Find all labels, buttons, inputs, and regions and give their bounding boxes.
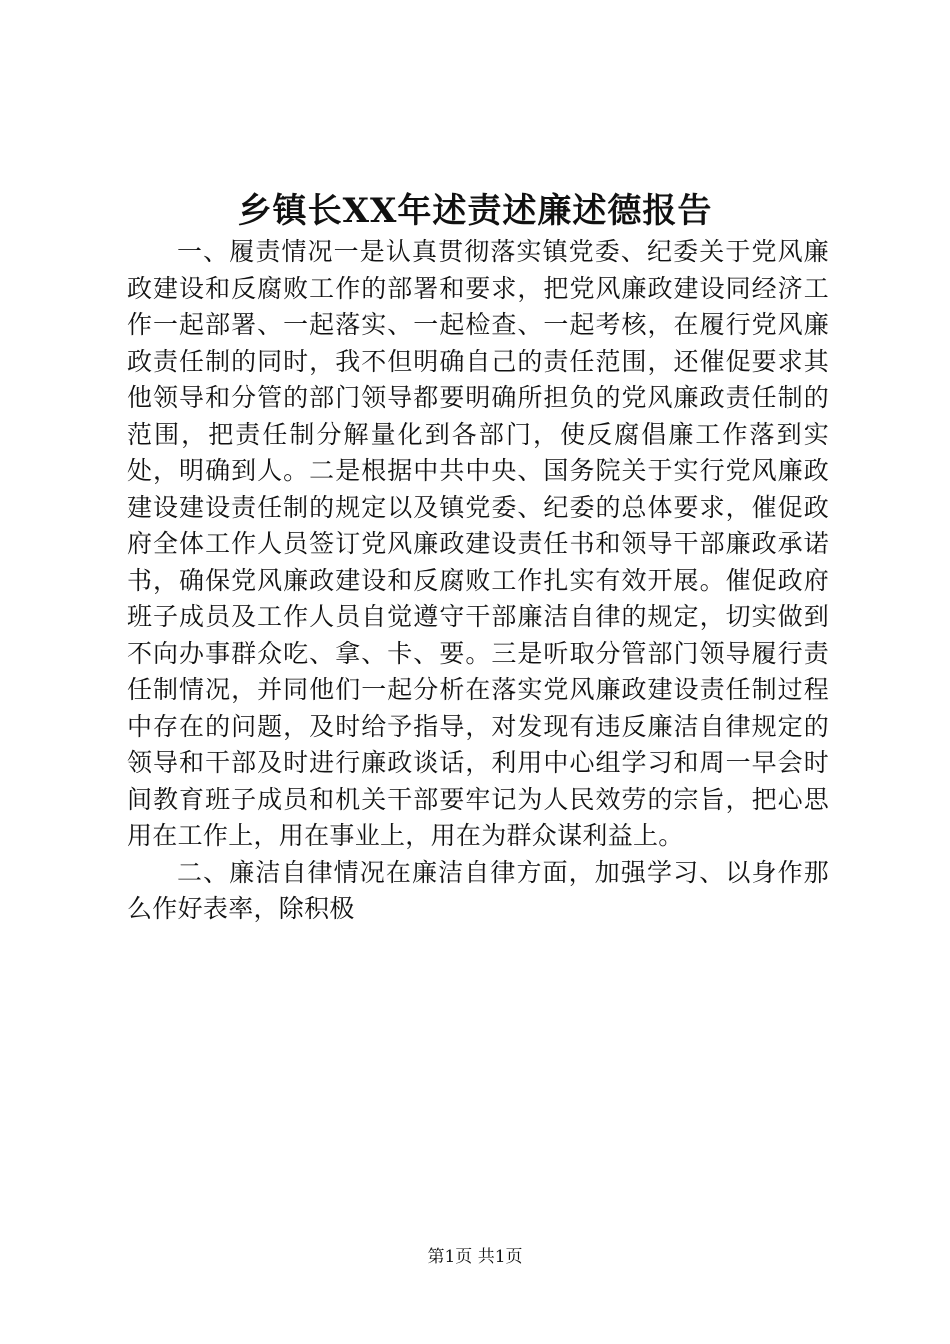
document-body [127, 234, 829, 928]
paragraph-2: 二、廉洁自律情况在廉洁自律方面，加强学习、以身作那么作好表率，除积极 [127, 857, 829, 923]
paragraph-1: 一、履责情况一是认真贯彻落实镇党委、纪委关于党风廉政建设和反腐败工作的部署和要求，把党风廉政建设同经济工作一起部署、一起落实、一起检查、一起考核，在履行党风廉政责任制的同时，我不但明确自己的责任范围，还催促要求其他领导和分管的部门领导都要明确所担负的党风廉政责任制的范围，把责任制分解量化到各部门，使反腐倡廉工作落到实处，明确到人。二是根据中共中央、国务院关于实行党风廉政建设建设责任制的规定以及镇党委、纪委的总体要求，催促政府全体工作人员签订党风廉政建设责任书和领导干部廉政承诺书，确保党风廉政建设和反腐败工作扎实有效开展。催促政府班子成员及工作人员自觉遵守干部廉洁自律的规定，切实做到不向办事群众吃、拿、卡、要。三是听取分管部门领导履行责任制情况，并同他们一起分析在落实党风廉政建设责任制过程中存在的问题，及时给予指导，对发现有违反廉洁自律规定的领导和干部及时进行廉政谈话，利用中心组学习和周一早会时间教育班子成员和机关干部要牢记为人民效劳的宗旨，把心思用在工作上，用在事业上，用在为群众谋利益上。 [127, 237, 829, 850]
document-title: 乡镇长XX年述责述廉述德报告 [237, 191, 713, 231]
page-footer: 第1页 共1页 [427, 1247, 523, 1267]
